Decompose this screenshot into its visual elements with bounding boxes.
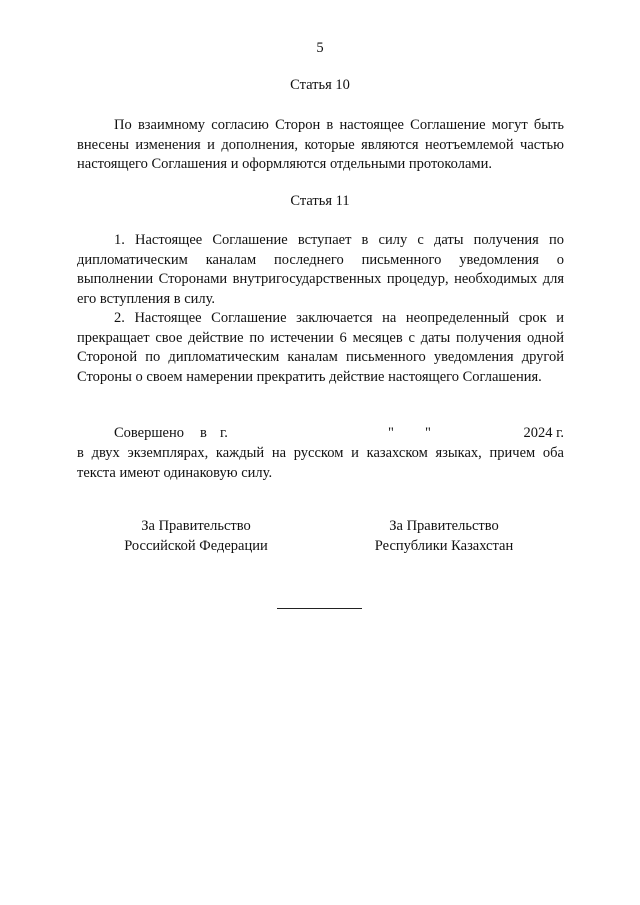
article-11-paragraph-1: 1. Настоящее Соглашение вступает в силу с даты получения по дипломатическим каналам последнего письменного уведомления о выполнении Сторонами внутригосударственных процедур, необходимых для его вступления в силу.	[77, 232, 564, 307]
signature-kazakhstan-line1: За Правительство	[389, 518, 499, 534]
article-10-text: По взаимному согласию Сторон в настоящее Соглашение могут быть внесены изменения и дополнения, которые являются неотъемлемой частью настоящего Соглашения и оформляются отдельными протоколами.	[77, 117, 564, 172]
article-11-paragraph-2: 2. Настоящее Соглашение заключается на неопределенный срок и прекращает свое действие по истечении 6 месяцев с даты получения одной Стороной по дипломатическим каналам письменного уведомления другой Стороны о своем намерении прекратить действие настоящего Соглашения.	[77, 310, 564, 385]
signature-russia-line1: За Правительство	[141, 518, 251, 534]
closing-in-word: в	[200, 425, 207, 441]
closing-quote-close: "	[425, 425, 431, 441]
signature-kazakhstan-line2: Республики Казахстан	[374, 538, 514, 554]
closing-done-word: Совершено	[114, 425, 184, 441]
signature-block-russia	[76, 516, 316, 556]
closing-city-abbrev: г.	[220, 425, 228, 441]
closing-year: 2024 г.	[523, 425, 564, 441]
signature-block-kazakhstan	[324, 516, 564, 556]
signature-russia-line2: Российской Федерации	[124, 538, 268, 554]
closing-quote-open: "	[388, 425, 394, 441]
article-11-title: Статья 11	[290, 193, 350, 209]
closing-rest: в двух экземплярах, каждый на русском и казахском языках, причем оба текста имеют одинаковую силу.	[77, 445, 564, 481]
page-number: 5	[316, 40, 324, 56]
closing-rule-divider	[277, 608, 362, 609]
article-10-title: Статья 10	[290, 77, 350, 93]
